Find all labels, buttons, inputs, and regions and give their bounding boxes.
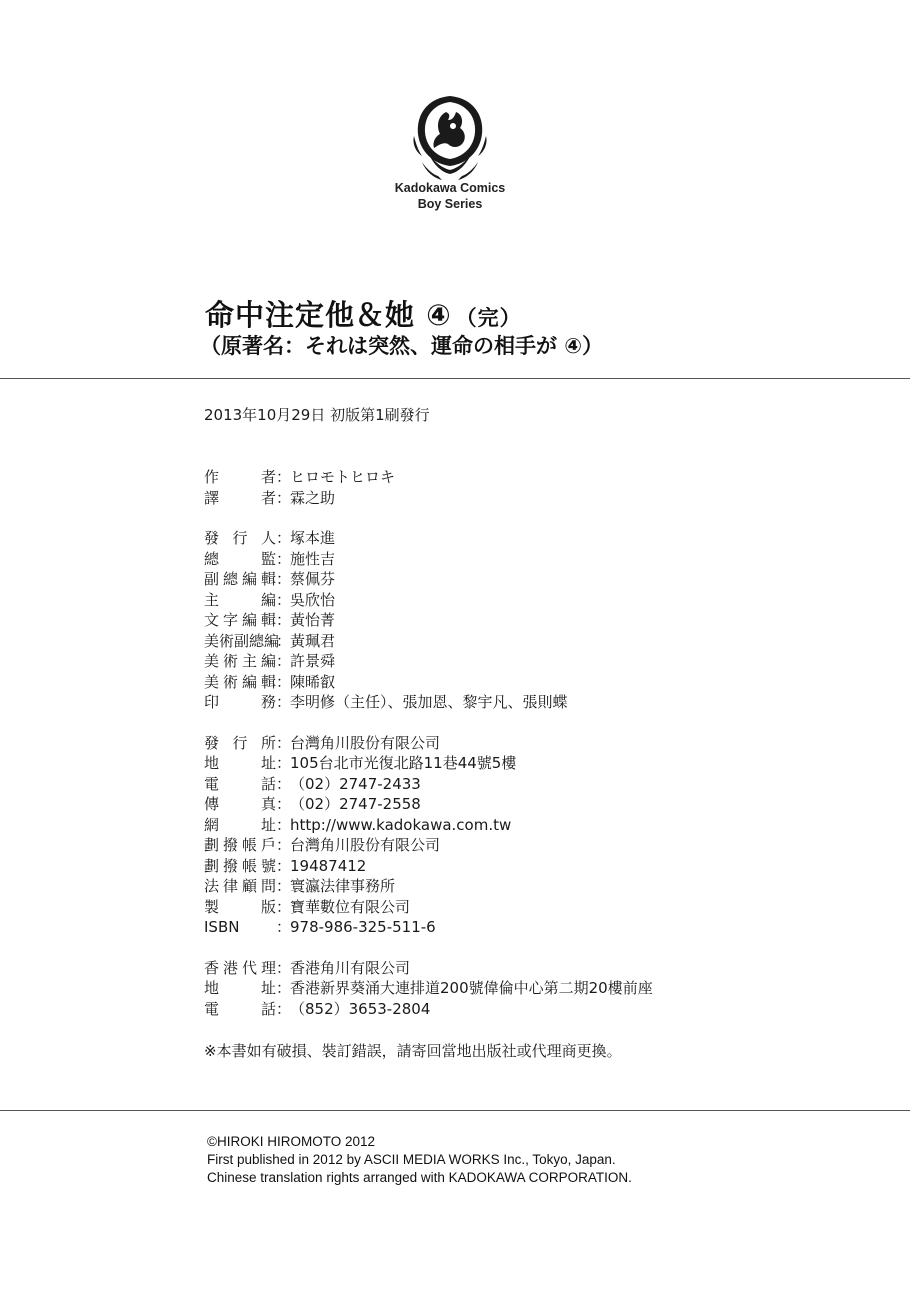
credit-value: 黃珮君: [290, 631, 336, 650]
credit-label: ISBN: [204, 918, 240, 936]
credit-label: 網址: [204, 815, 276, 834]
credit-label: 文字編輯: [204, 611, 276, 629]
credit-row: 電話 ： （852）3653-2804: [204, 999, 431, 1018]
credit-row: 發行所 ： 台灣角川股份有限公司: [204, 733, 441, 752]
credit-value: ヒロモトヒロキ: [290, 468, 396, 486]
credit-label: 法律顧問: [204, 877, 276, 895]
credit-row: 主編 ： 吳欣怡: [204, 590, 336, 609]
imprint-line-2: Boy Series: [417, 197, 483, 211]
credit-label: 副總編輯: [204, 570, 276, 588]
credit-value: 吳欣怡: [290, 590, 336, 609]
credit-row: 製版 ： 寶華數位有限公司: [204, 897, 411, 916]
credit-value: 李明修（主任）、張加恩、黎宇凡、張則蝶: [290, 693, 568, 711]
credit-row: 美術編輯 ： 陳晞叡: [204, 672, 336, 691]
credit-label: 劃撥帳號: [204, 856, 276, 875]
credit-label: 譯者: [204, 488, 276, 507]
credit-row: 傳真 ： （02）2747-2558: [204, 795, 421, 813]
book-title-suffix: （完）: [455, 306, 522, 330]
credit-row: 地址 ： 香港新界葵涌大連排道200號偉倫中心第二期20樓前座: [204, 979, 653, 997]
edition-date: 2013年10月29日 初版第1刷發行: [204, 406, 430, 424]
credit-row: 美術副總編 ： 黃珮君: [204, 631, 336, 650]
credit-value: 台灣角川股份有限公司: [290, 733, 441, 752]
replacement-notice: ※本書如有破損、裝訂錯誤，請寄回當地出版社或代理商更換。: [204, 1042, 622, 1060]
credit-value: 寶華數位有限公司: [290, 897, 411, 916]
original-title: （原著名：それは突然、運命の相手が ④）: [200, 334, 604, 358]
credit-row: 發行人 ： 塚本進: [204, 529, 336, 547]
top-divider: [0, 378, 910, 379]
series-imprint: [330, 180, 570, 212]
website-url: http://www.kadokawa.com.tw: [290, 815, 512, 834]
credit-label: 總監: [204, 549, 276, 568]
credit-value: 香港新界葵涌大連排道200號偉倫中心第二期20樓前座: [290, 979, 653, 997]
credit-row: ISBN ： 978-986-325-511-6: [204, 918, 436, 936]
credit-label: 印務: [204, 693, 276, 711]
credit-label: 作者: [204, 468, 276, 486]
credit-label: 地址: [204, 979, 276, 997]
credit-label: 美術編輯: [204, 672, 276, 691]
book-title: [205, 293, 522, 334]
credit-row: 劃撥帳戶 ： 台灣角川股份有限公司: [204, 836, 441, 854]
credit-label: 發行人: [204, 529, 276, 547]
copyright-block: [207, 1133, 632, 1187]
credit-value: 蔡佩芬: [290, 570, 336, 588]
credit-label: 美術副總編: [204, 631, 280, 650]
credit-row: 副總編輯 ： 蔡佩芬: [204, 570, 336, 588]
credit-value: 黃怡菁: [290, 611, 336, 629]
credit-label: 製版: [204, 897, 276, 916]
credit-label: 電話: [204, 999, 276, 1018]
isbn-value: 978-986-325-511-6: [290, 918, 436, 936]
copyright-line-3: Chinese translation rights arranged with KADOKAWA CORPORATION.: [207, 1170, 632, 1185]
credit-value: 寰瀛法律事務所: [290, 877, 396, 895]
credits-block: [204, 467, 653, 1019]
credit-label: 劃撥帳戶: [204, 836, 276, 854]
credit-row: 香港代理 ： 香港角川有限公司: [204, 958, 411, 977]
credit-value: 19487412: [290, 856, 367, 875]
credit-value: 霖之助: [290, 488, 336, 507]
credit-value: 許景舜: [290, 652, 336, 670]
credit-row: 美術主編 ： 許景舜: [204, 652, 336, 670]
credit-value: 台灣角川股份有限公司: [290, 836, 441, 854]
credit-row: 法律顧問 ： 寰瀛法律事務所: [204, 877, 396, 895]
credit-value: （02）2747-2558: [290, 795, 421, 813]
kadokawa-phoenix-logo: [408, 92, 492, 184]
credit-value: （852）3653-2804: [290, 999, 431, 1018]
credit-label: 地址: [204, 754, 276, 772]
credit-row: 網址 ： http://www.kadokawa.com.tw: [204, 815, 512, 834]
credit-value: 塚本進: [290, 529, 336, 547]
credit-row: 地址 ： 105台北市光復北路11巷44號5樓: [204, 754, 517, 772]
credit-row: 譯者 ： 霖之助: [204, 488, 336, 507]
credit-value: 105台北市光復北路11巷44號5樓: [290, 754, 517, 772]
book-title-main: 命中注定他＆她 ④: [205, 298, 452, 332]
credit-label: 主編: [204, 590, 276, 609]
copyright-line-1: ©HIROKI HIROMOTO 2012: [207, 1134, 375, 1149]
credit-row: 印務 ： 李明修（主任）、張加恩、黎宇凡、張則蝶: [204, 693, 568, 711]
credit-value: （02）2747-2433: [290, 774, 421, 793]
credit-label: 傳真: [204, 795, 276, 813]
credit-value: 陳晞叡: [290, 672, 336, 691]
credit-row: 電話 ： （02）2747-2433: [204, 774, 421, 793]
credit-value: 施性吉: [290, 549, 336, 568]
copyright-line-2: First published in 2012 by ASCII MEDIA WORKS Inc., Tokyo, Japan.: [207, 1152, 616, 1167]
credit-row: 文字編輯 ： 黃怡菁: [204, 611, 336, 629]
credit-row: 作者 ： ヒロモトヒロキ: [204, 468, 396, 486]
credit-row: 劃撥帳號 ： 19487412: [204, 856, 367, 875]
credit-value: 香港角川有限公司: [290, 958, 411, 977]
credit-row: 總監 ： 施性吉: [204, 549, 336, 568]
credit-label: 電話: [204, 774, 276, 793]
credit-label: 發行所: [204, 733, 276, 752]
imprint-line-1: Kadokawa Comics: [394, 181, 506, 195]
bottom-divider: [0, 1110, 910, 1111]
credit-label: 美術主編: [204, 652, 276, 670]
credit-label: 香港代理: [204, 958, 276, 977]
